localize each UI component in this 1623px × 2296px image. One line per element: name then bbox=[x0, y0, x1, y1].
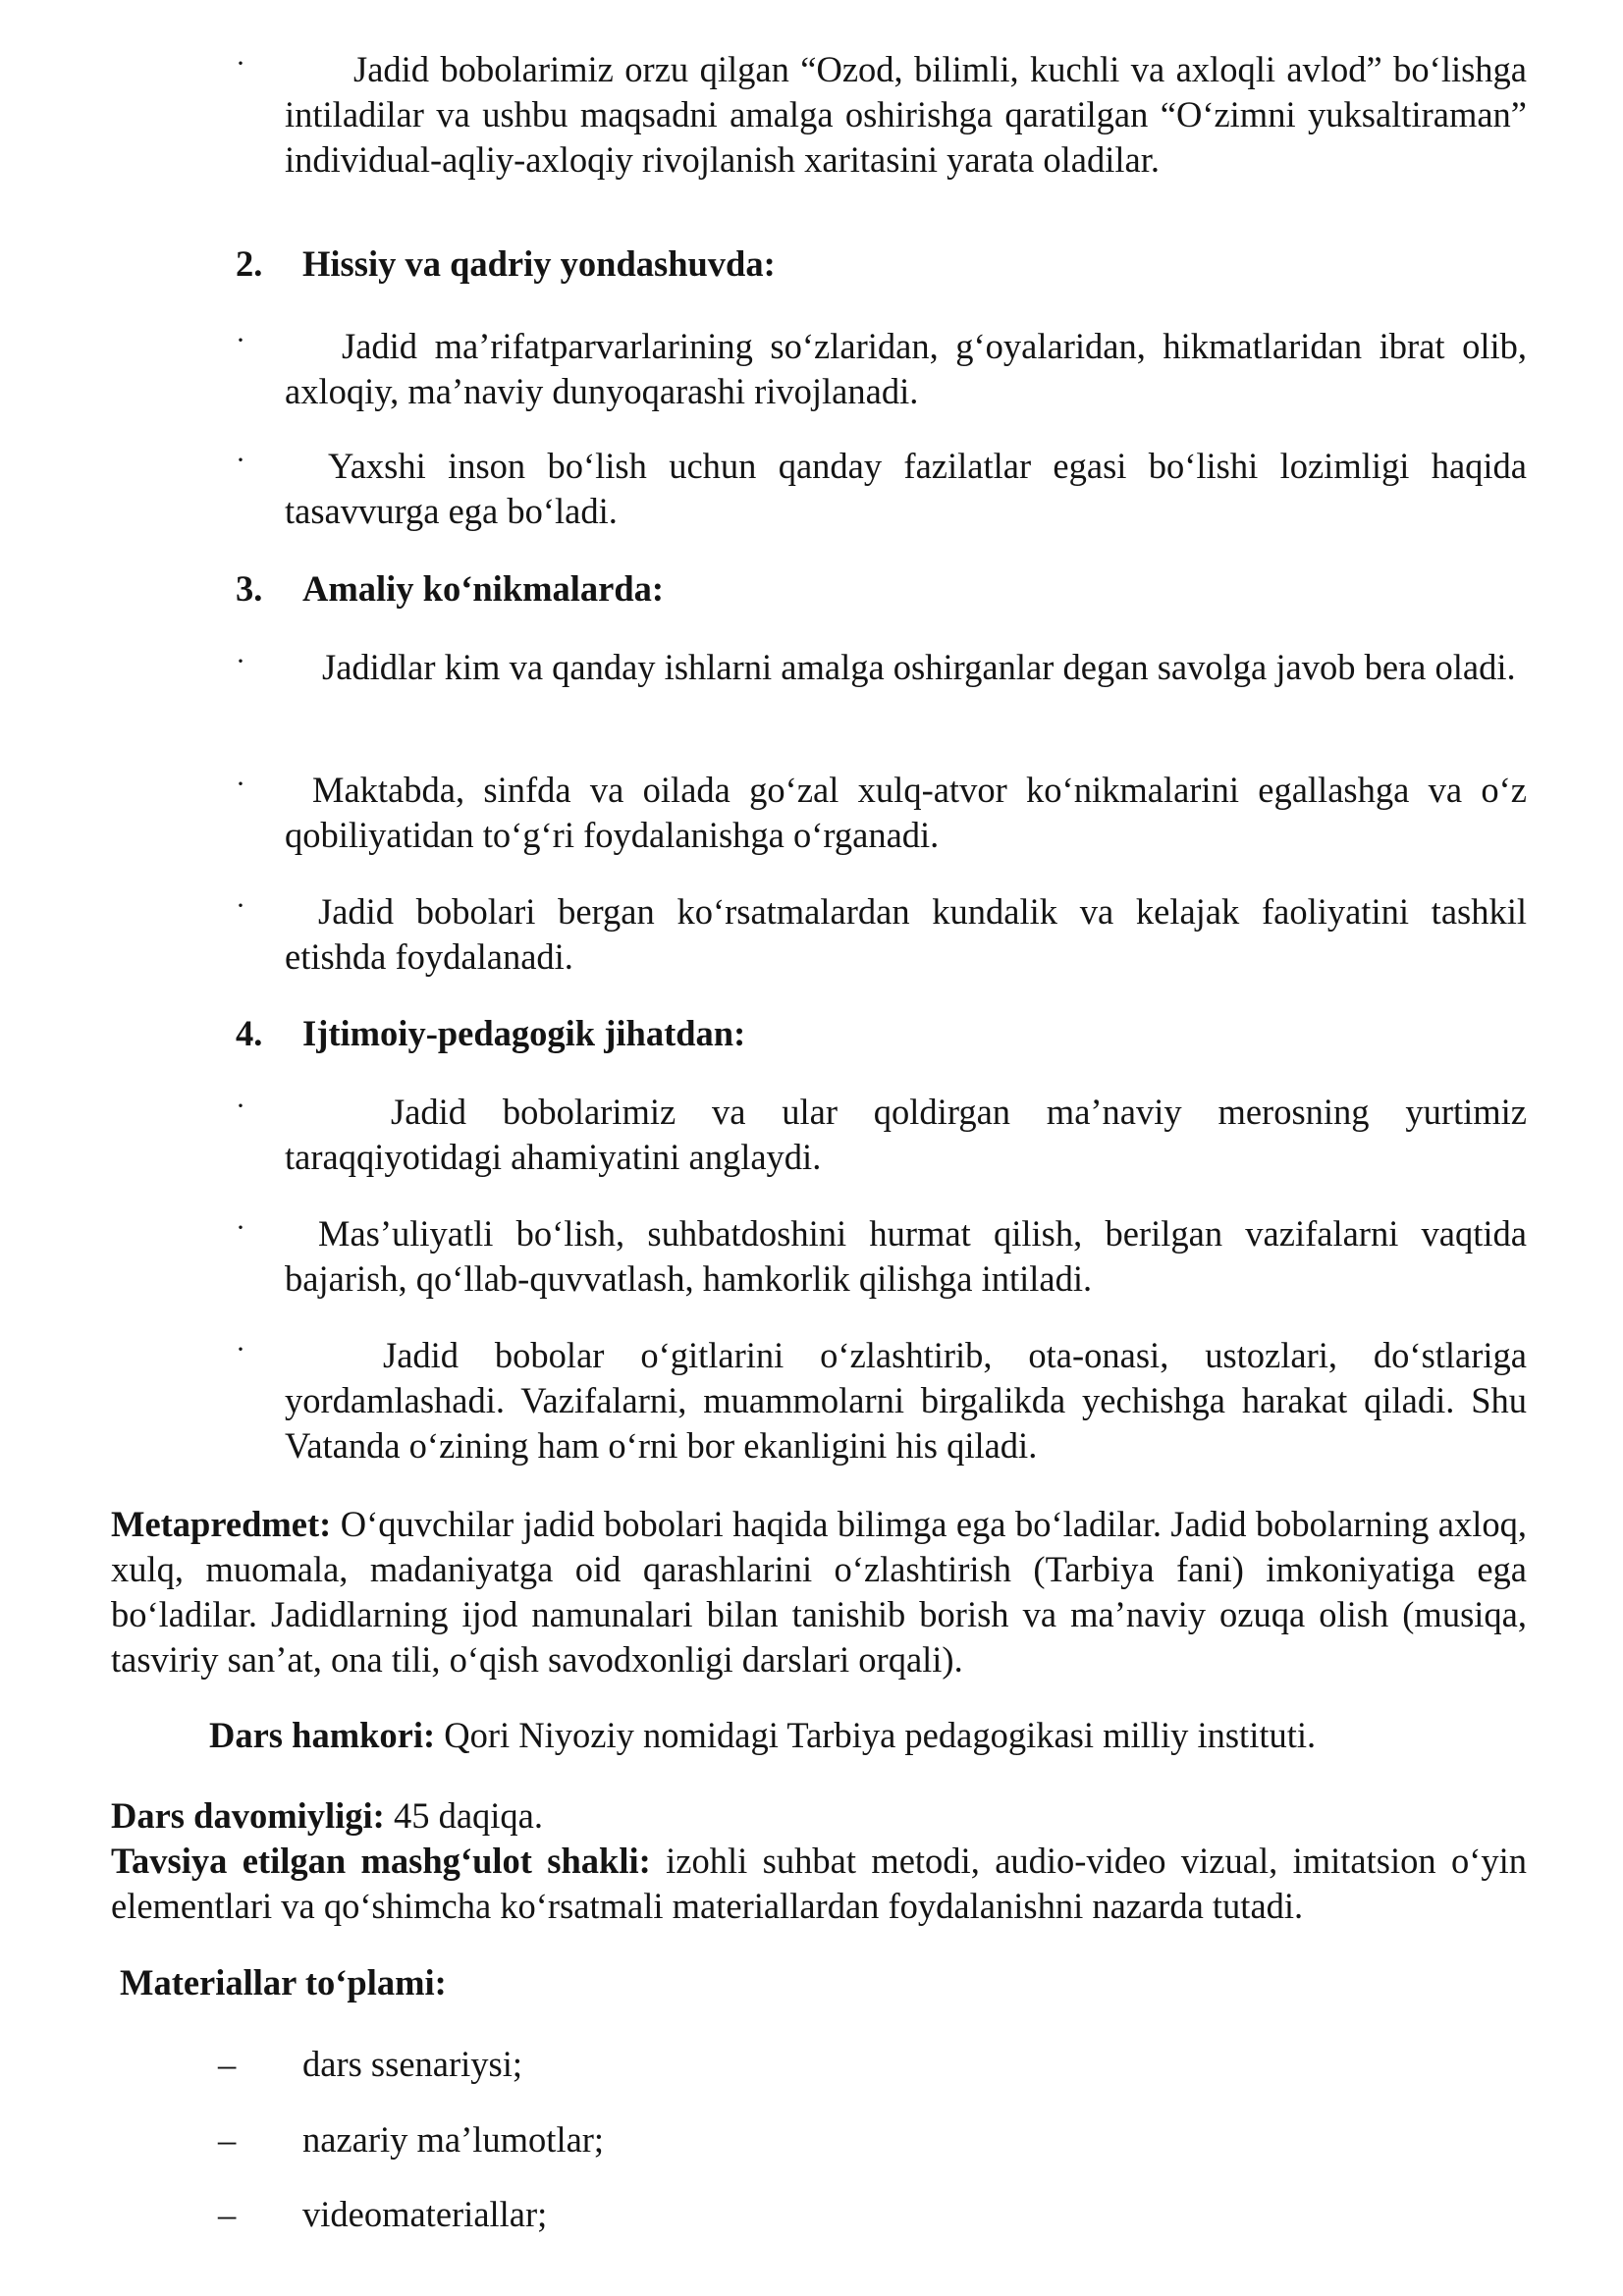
section-number: 3. bbox=[236, 568, 263, 609]
bullet-marker: · bbox=[236, 645, 245, 677]
metapredmet-text: O‘quvchilar jadid bobolari haqida bilimga ega bo‘ladilar. Jadid bobolarning axloq, xulq, muomala, madaniyatga oid qarashlarini o‘zlashtirish (Tarbiya fani) imkoniyatiga ega bo‘ladilar. Jadidlarning ijod namunalari bilan tanishib borish va ma’naviy ozuqa olish (musiqa, tasviriy san’at, ona tili, o‘qish savodxonligi darslari orqali). bbox=[111, 1504, 1527, 1680]
materials-item bbox=[218, 2117, 604, 2163]
metapredmet-label: Metapredmet: bbox=[111, 1504, 332, 1544]
list-item bbox=[236, 768, 1527, 858]
format-label: Tavsiya etilgan mashg‘ulot shakli: bbox=[111, 1841, 651, 1881]
bullet-text: Yaxshi inson bo‘lish uchun qanday fazilatlar egasi bo‘lishi lozimligi haqida tasavvurga ega bo‘ladi. bbox=[285, 446, 1527, 531]
bullet-text: Jadidlar kim va qanday ishlarni amalga oshirganlar degan savolga javob bera oladi. bbox=[322, 647, 1516, 687]
duration-text: 45 daqiqa. bbox=[384, 1795, 543, 1836]
list-item bbox=[236, 1333, 1527, 1468]
duration-line bbox=[111, 1793, 543, 1839]
materials-item bbox=[218, 2192, 547, 2237]
bullet-marker: · bbox=[236, 47, 245, 80]
partner-line bbox=[209, 1713, 1316, 1758]
format-paragraph bbox=[111, 1839, 1527, 1929]
section-heading bbox=[236, 566, 664, 612]
list-item bbox=[236, 444, 1527, 534]
list-item bbox=[236, 889, 1527, 980]
bullet-marker: · bbox=[236, 1090, 245, 1122]
bullet-marker: · bbox=[236, 768, 245, 800]
section-heading bbox=[236, 241, 776, 287]
list-item bbox=[236, 1211, 1527, 1302]
bullet-text: Jadid bobolarimiz orzu qilgan “Ozod, bilimli, kuchli va axloqli avlod” bo‘lishga intiladilar va ushbu maqsadni amalga oshirishga qaratilgan “O‘zimni yuksaltiraman” individual-aqliy-axloqiy rivojlanish xaritasini yarata oladilar. bbox=[285, 49, 1527, 180]
list-item bbox=[236, 645, 1527, 690]
list-item bbox=[236, 324, 1527, 414]
materials-item bbox=[218, 2042, 522, 2087]
partner-label: Dars hamkori: bbox=[209, 1715, 436, 1755]
materials-item-text: nazariy ma’lumotlar; bbox=[302, 2119, 605, 2160]
section-title: Amaliy ko‘nikmalarda: bbox=[302, 568, 665, 609]
materials-item-text: dars ssenariysi; bbox=[302, 2044, 523, 2084]
section-heading bbox=[236, 1011, 745, 1056]
bullet-text: Jadid bobolari bergan ko‘rsatmalardan kundalik va kelajak faoliyatini tashkil etishda foydalanadi. bbox=[285, 891, 1527, 977]
section-number: 2. bbox=[236, 243, 263, 284]
bullet-text: Jadid ma’rifatparvarlarining so‘zlaridan, g‘oyalaridan, hikmatlaridan ibrat olib, axloqiy, ma’naviy dunyoqarashi rivojlanadi. bbox=[285, 326, 1527, 411]
section-title: Ijtimoiy-pedagogik jihatdan: bbox=[302, 1013, 746, 1053]
duration-label: Dars davomiyligi: bbox=[111, 1795, 385, 1836]
materials-title: Materiallar to‘plami: bbox=[120, 1962, 447, 2002]
bullet-text: Jadid bobolar o‘gitlarini o‘zlashtirib, ota-onasi, ustozlari, do‘stlariga yordamlashadi. Vazifalarni, muammolarni birgalikda yechishga harakat qiladi. Shu Vatanda o‘zining ham o‘rni bor ekanligini his qiladi. bbox=[285, 1335, 1527, 1466]
dash-marker: – bbox=[218, 2119, 237, 2160]
section-number: 4. bbox=[236, 1013, 263, 1053]
partner-text: Qori Niyoziy nomidagi Tarbiya pedagogikasi milliy instituti. bbox=[435, 1715, 1317, 1755]
metapredmet-paragraph bbox=[111, 1502, 1527, 1682]
bullet-text: Jadid bobolarimiz va ular qoldirgan ma’naviy merosning yurtimiz taraqqiyotidagi ahamiyatini anglaydi. bbox=[285, 1092, 1527, 1177]
list-item bbox=[236, 1090, 1527, 1180]
bullet-text: Maktabda, sinfda va oilada go‘zal xulq-atvor ko‘nikmalarini egallashga va o‘z qobiliyatidan to‘g‘ri foydalanishga o‘rganadi. bbox=[285, 770, 1527, 855]
bullet-text: Mas’uliyatli bo‘lish, suhbatdoshini hurmat qilish, berilgan vazifalarni vaqtida bajarish, qo‘llab-quvvatlash, hamkorlik qilishga intiladi. bbox=[285, 1213, 1527, 1299]
bullet-marker: · bbox=[236, 324, 245, 356]
format-text: izohli suhbat metodi, audio-video vizual, imitatsion o‘yin elementlari va qo‘shimcha ko‘rsatmali materiallardan foydalanishni nazarda tutadi. bbox=[111, 1841, 1527, 1926]
list-item bbox=[236, 47, 1527, 183]
bullet-marker: · bbox=[236, 889, 245, 922]
dash-marker: – bbox=[218, 2194, 237, 2234]
bullet-marker: · bbox=[236, 1333, 245, 1365]
bullet-marker: · bbox=[236, 1211, 245, 1244]
dash-marker: – bbox=[218, 2044, 237, 2084]
bullet-marker: · bbox=[236, 444, 245, 476]
section-title: Hissiy va qadriy yondashuvda: bbox=[302, 243, 776, 284]
materials-item-text: videomateriallar; bbox=[302, 2194, 548, 2234]
